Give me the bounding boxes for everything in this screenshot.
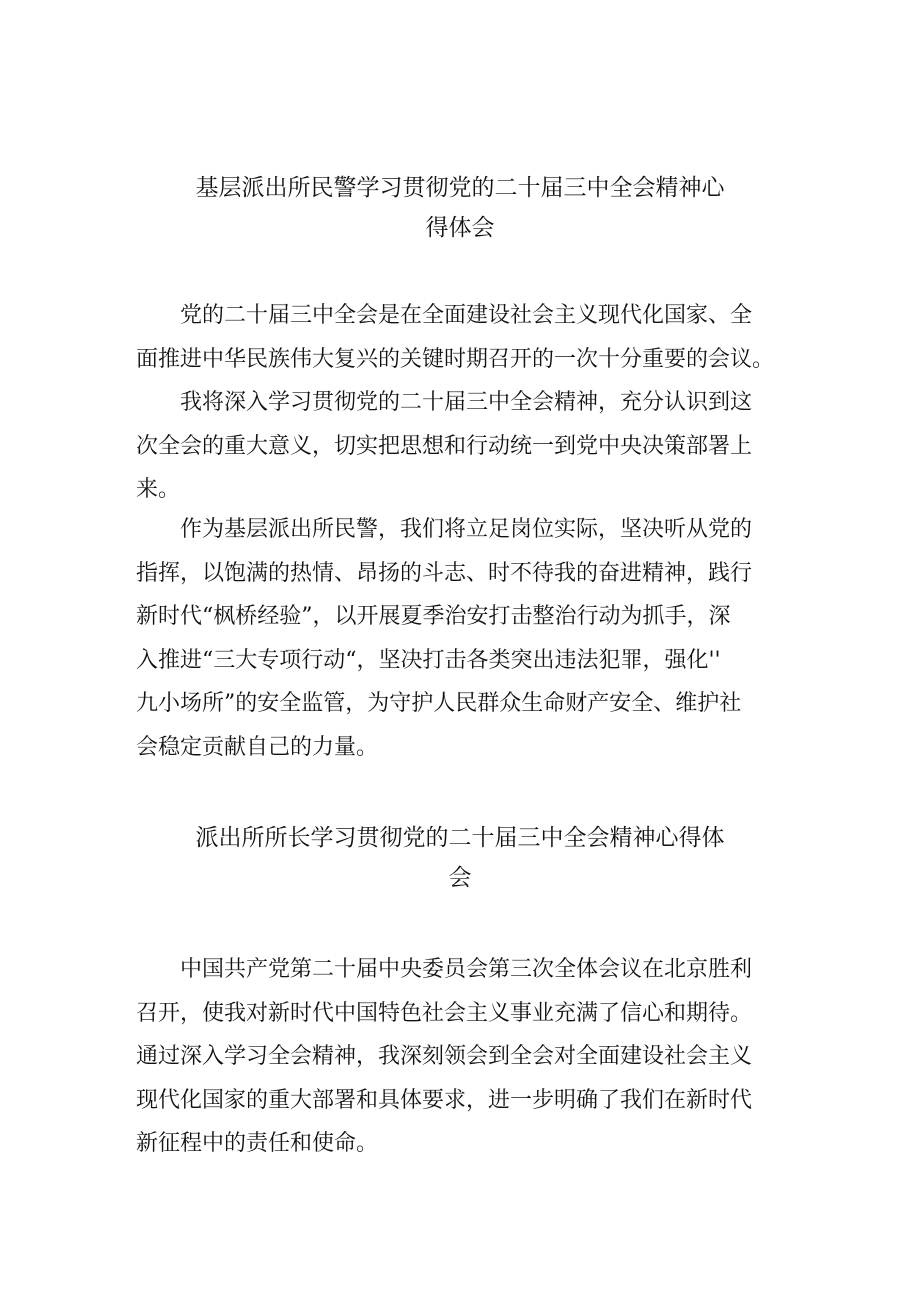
text-line: 指挥，以饱满的热情、昂扬的斗志、时不待我的奋进精神，践行 — [136, 560, 753, 586]
text-line: 党的二十届三中全会是在全面建设社会主义现代化国家、全 — [180, 303, 753, 328]
article-title-1 — [150, 168, 770, 248]
paragraph — [136, 294, 786, 381]
title-line: 会 — [448, 865, 472, 891]
text-line: 次全会的重大意义，切实把思想和行动统一到党中央决策部署上 — [136, 433, 753, 459]
title-line: 得体会 — [425, 215, 495, 241]
text-line: 召开，使我对新时代中国特色社会主义事业充满了信心和期待。 — [136, 1000, 753, 1026]
text-line: 会稳定贡献自己的力量。 — [136, 734, 379, 760]
paragraph — [136, 381, 786, 512]
text-line: 中国共产党第二十届中央委员会第三次全体会议在北京胜利 — [180, 957, 753, 982]
paragraph — [136, 508, 786, 769]
text-line: 作为基层派出所民警，我们将立足岗位实际，坚决听从党的 — [180, 517, 753, 542]
text-line: 新征程中的责任和使命。 — [136, 1131, 379, 1156]
article-title-2 — [150, 818, 770, 898]
text-line: 九小场所”的安全监管，为守护人民群众生命财产安全、维护社 — [136, 691, 742, 716]
text-line: 面推进中华民族伟大复兴的关键时期召开的一次十分重要的会议。 — [136, 346, 775, 372]
text-line: 通过深入学习全会精神，我深刻领会到全会对全面建设社会主义 — [136, 1044, 753, 1069]
title-line: 基层派出所民警学习贯彻党的二十届三中全会精神心 — [195, 175, 725, 201]
text-line: 我将深入学习贯彻党的二十届三中全会精神，充分认识到这 — [180, 390, 753, 415]
text-line: 入推进“三大专项行动“，坚决打击各类突出违法犯罪，强化'' — [136, 647, 721, 673]
paragraph — [136, 948, 786, 1166]
title-line: 派出所所长学习贯彻党的二十届三中全会精神心得体 — [195, 825, 725, 851]
text-line: 新时代“枫桥经验”，以开展夏季治安打击整治行动为抓手，深 — [136, 604, 731, 629]
text-line: 现代化国家的重大部署和具体要求，进一步明确了我们在新时代 — [136, 1087, 753, 1113]
text-line: 来。 — [136, 477, 181, 502]
